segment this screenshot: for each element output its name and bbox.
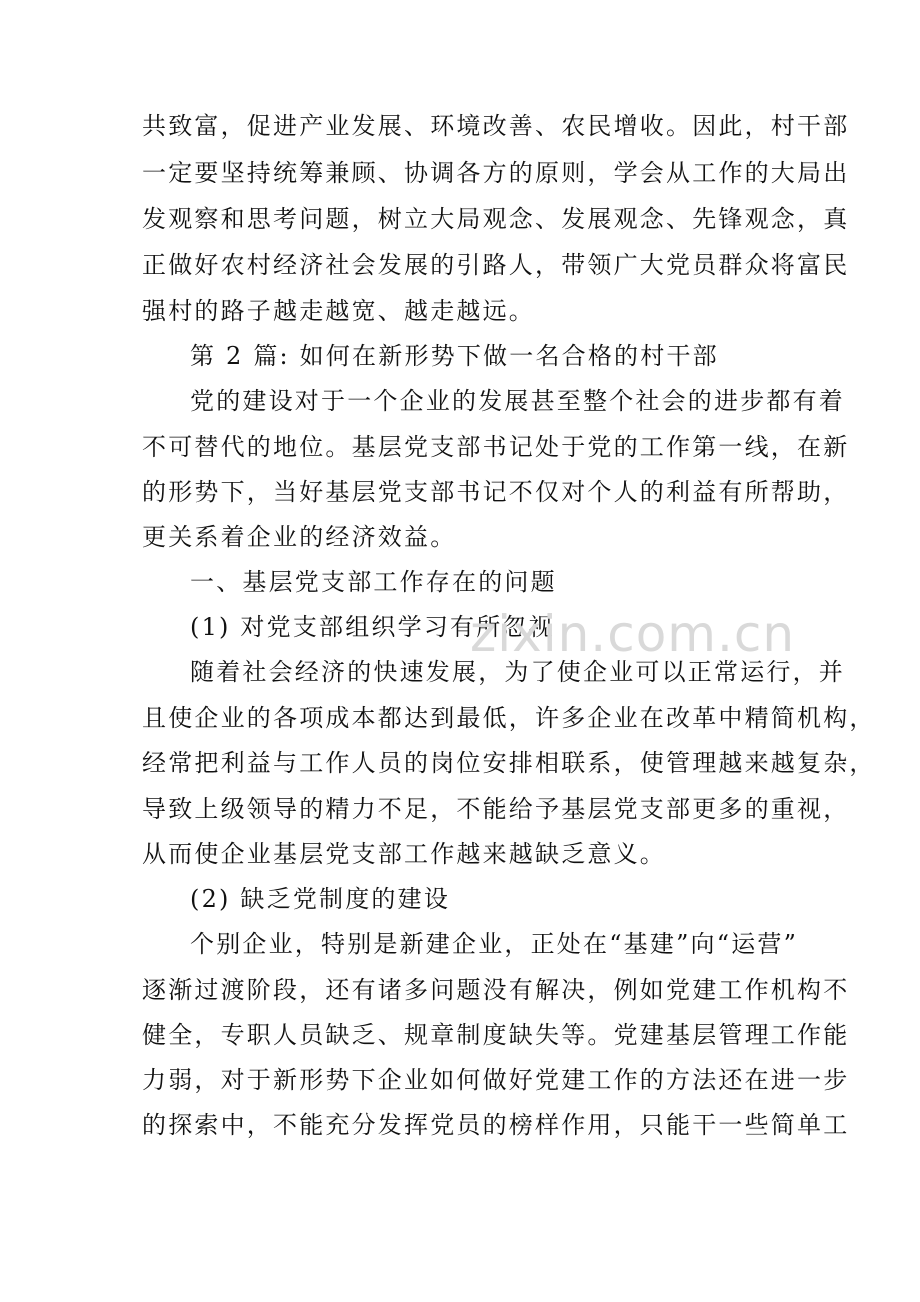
text-line: 从而使企业基层党支部工作越来越缺乏意义。 [142, 840, 666, 868]
section-heading: 第 2 篇: 如何在新形势下做一名合格的村干部 [190, 342, 719, 370]
text-line: 的形势下，当好基层党支部书记不仅对个人的利益有所帮助， [142, 478, 850, 506]
subheading: 一、基层党支部工作存在的问题 [190, 568, 557, 596]
text-line: 经常把利益与工作人员的岗位安排相联系，使管理越来越复杂， [142, 749, 876, 777]
text-line: 正做好农村经济社会发展的引路人，带领广大党员群众将富民 [142, 251, 850, 279]
watermark: zixin.com.cn [470, 605, 796, 663]
text-line: 的探索中，不能充分发挥党员的榜样作用，只能干一些简单工 [142, 1111, 850, 1139]
text-line: 逐渐过渡阶段，还有诸多问题没有解决，例如党建工作机构不 [142, 976, 850, 1004]
text-line: 强村的路子越走越宽、越走越远。 [142, 297, 535, 325]
text-line: 导致上级领导的精力不足，不能给予基层党支部更多的重视， [142, 795, 850, 823]
text-line: 共致富，促进产业发展、环境改善、农民增收。因此，村干部 [142, 112, 850, 140]
subheading: (2) 缺乏党制度的建设 [190, 885, 451, 913]
subheading: (1) 对党支部组织学习有所忽视 [190, 613, 555, 641]
text-line: 不可替代的地位。基层党支部书记处于党的工作第一线，在新 [142, 433, 850, 461]
text-line: 健全，专职人员缺乏、规章制度缺失等。党建基层管理工作能 [142, 1021, 850, 1049]
text-line: 一定要坚持统筹兼顾、协调各方的原则，学会从工作的大局出 [142, 159, 850, 187]
text-line: 力弱，对于新形势下企业如何做好党建工作的方法还在进一步 [142, 1066, 850, 1094]
text-line: 党的建设对于一个企业的发展甚至整个社会的进步都有着 [190, 387, 845, 415]
text-line: 更关系着企业的经济效益。 [142, 523, 457, 551]
text-line: 个别企业，特别是新建企业，正处在“基建”向“运营” [190, 930, 799, 958]
text-line: 且使企业的各项成本都达到最低，许多企业在改革中精简机构， [142, 704, 876, 732]
text-line: 随着社会经济的快速发展，为了使企业可以正常运行，并 [190, 658, 845, 686]
text-line: 发观察和思考问题，树立大局观念、发展观念、先锋观念，真 [142, 205, 850, 233]
